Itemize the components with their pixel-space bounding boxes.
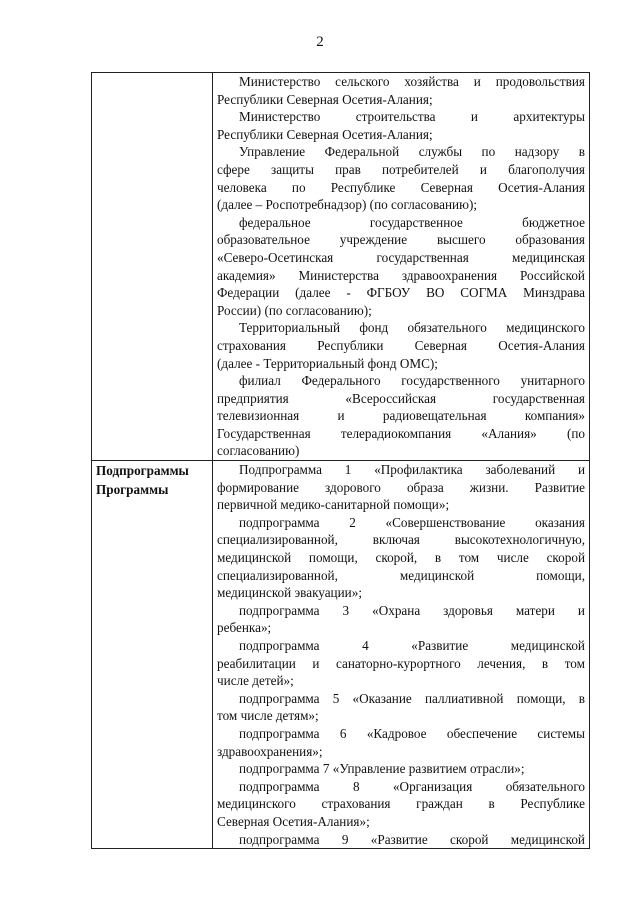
- row-label-cell: [92, 461, 213, 849]
- text-line: формирование здорового образа жизни. Развитие: [217, 479, 585, 495]
- text-line: подпрограмма 9 «Развитие скорой медицинской: [239, 831, 585, 847]
- text-line: филиал Федерального государственного унитарного: [239, 373, 585, 389]
- text-line: числе детей»;: [217, 673, 294, 689]
- text-line: подпрограмма 3 «Охрана здоровья матери и: [239, 602, 585, 618]
- text-line: первичной медико-санитарной помощи»;: [217, 497, 450, 513]
- table-row: [92, 73, 590, 461]
- text-line: Государственная телерадиокомпания «Алания» (по: [217, 425, 585, 441]
- text-line: специализированной, медицинской помощи,: [217, 567, 585, 583]
- text-line: том числе детям»;: [217, 708, 319, 724]
- row-label-cell: [92, 73, 213, 461]
- text-line: сфере защиты прав потребителей и благополучия: [217, 161, 585, 177]
- text-line: подпрограмма 4 «Развитие медицинской: [239, 638, 585, 653]
- table-row: [92, 461, 590, 849]
- text-line: подпрограмма 8 «Организация обязательного: [239, 778, 585, 794]
- program-passport-table: [91, 72, 590, 849]
- text-line: России) (по согласованию);: [217, 302, 372, 318]
- text-line: Республики Северная Осетия-Алания;: [217, 126, 433, 142]
- text-line: образовательное учреждение высшего образования: [217, 232, 585, 248]
- text-line: Управление Федеральной службы по надзору в: [239, 144, 585, 160]
- page-number: 2: [316, 34, 324, 50]
- text-line: предприятия «Всероссийская государственная: [217, 390, 585, 406]
- text-line: федеральное государственное бюджетное: [239, 214, 585, 230]
- text-line: (далее - Территориальный фонд ОМС);: [217, 355, 438, 371]
- row-label-line: Программы: [96, 481, 169, 497]
- text-line: Территориальный фонд обязательного медицинского: [239, 320, 585, 336]
- text-line: подпрограмма 7 «Управление развитием отрасли»;: [239, 761, 525, 777]
- text-line: подпрограмма 5 «Оказание паллиативной помощи, в: [239, 690, 585, 706]
- text-line: здравоохранения»;: [217, 743, 323, 759]
- text-line: Министерство строительства и архитектуры: [239, 109, 585, 125]
- row-label-line: Подпрограммы: [96, 463, 189, 479]
- text-line: медицинского страхования граждан в Республике: [217, 796, 585, 812]
- text-line: подпрограмма 2 «Совершенствование оказания: [239, 514, 585, 530]
- text-line: Федерации (далее - ФГБОУ ВО СОГМА Минздрава: [217, 285, 585, 301]
- text-line: подпрограмма 6 «Кадровое обеспечение системы: [239, 725, 585, 741]
- text-line: «Северо-Осетинская государственная медицинская: [217, 249, 585, 265]
- text-line: Республики Северная Осетия-Алания;: [217, 91, 433, 107]
- text-line: Подпрограмма 1 «Профилактика заболеваний и: [239, 462, 585, 478]
- text-line: человека по Республике Северная Осетия-Алания: [217, 179, 585, 195]
- text-line: медицинской эвакуации»;: [217, 585, 362, 601]
- text-line: согласованию): [217, 443, 300, 459]
- text-line: Министерство сельского хозяйства и продовольствия: [239, 74, 585, 89]
- row-content-cell: [213, 461, 590, 849]
- text-line: специализированной, включая высокотехнологичную,: [217, 532, 585, 548]
- row-content-cell: [213, 73, 590, 461]
- text-line: страхования Республики Северная Осетия-Алания: [217, 337, 585, 353]
- text-line: ребенка»;: [217, 620, 272, 636]
- text-line: медицинской помощи, скорой, в том числе скорой: [217, 550, 585, 566]
- text-line: академия» Министерства здравоохранения Российской: [217, 267, 585, 283]
- text-line: реабилитации и санаторно-курортного лечения, в том: [217, 655, 585, 671]
- text-line: телевизионная и радиовещательная компания»: [217, 408, 585, 424]
- text-line: (далее – Роспотребнадзор) (по согласованию);: [217, 197, 478, 213]
- text-line: Северная Осетия-Алания»;: [217, 813, 370, 829]
